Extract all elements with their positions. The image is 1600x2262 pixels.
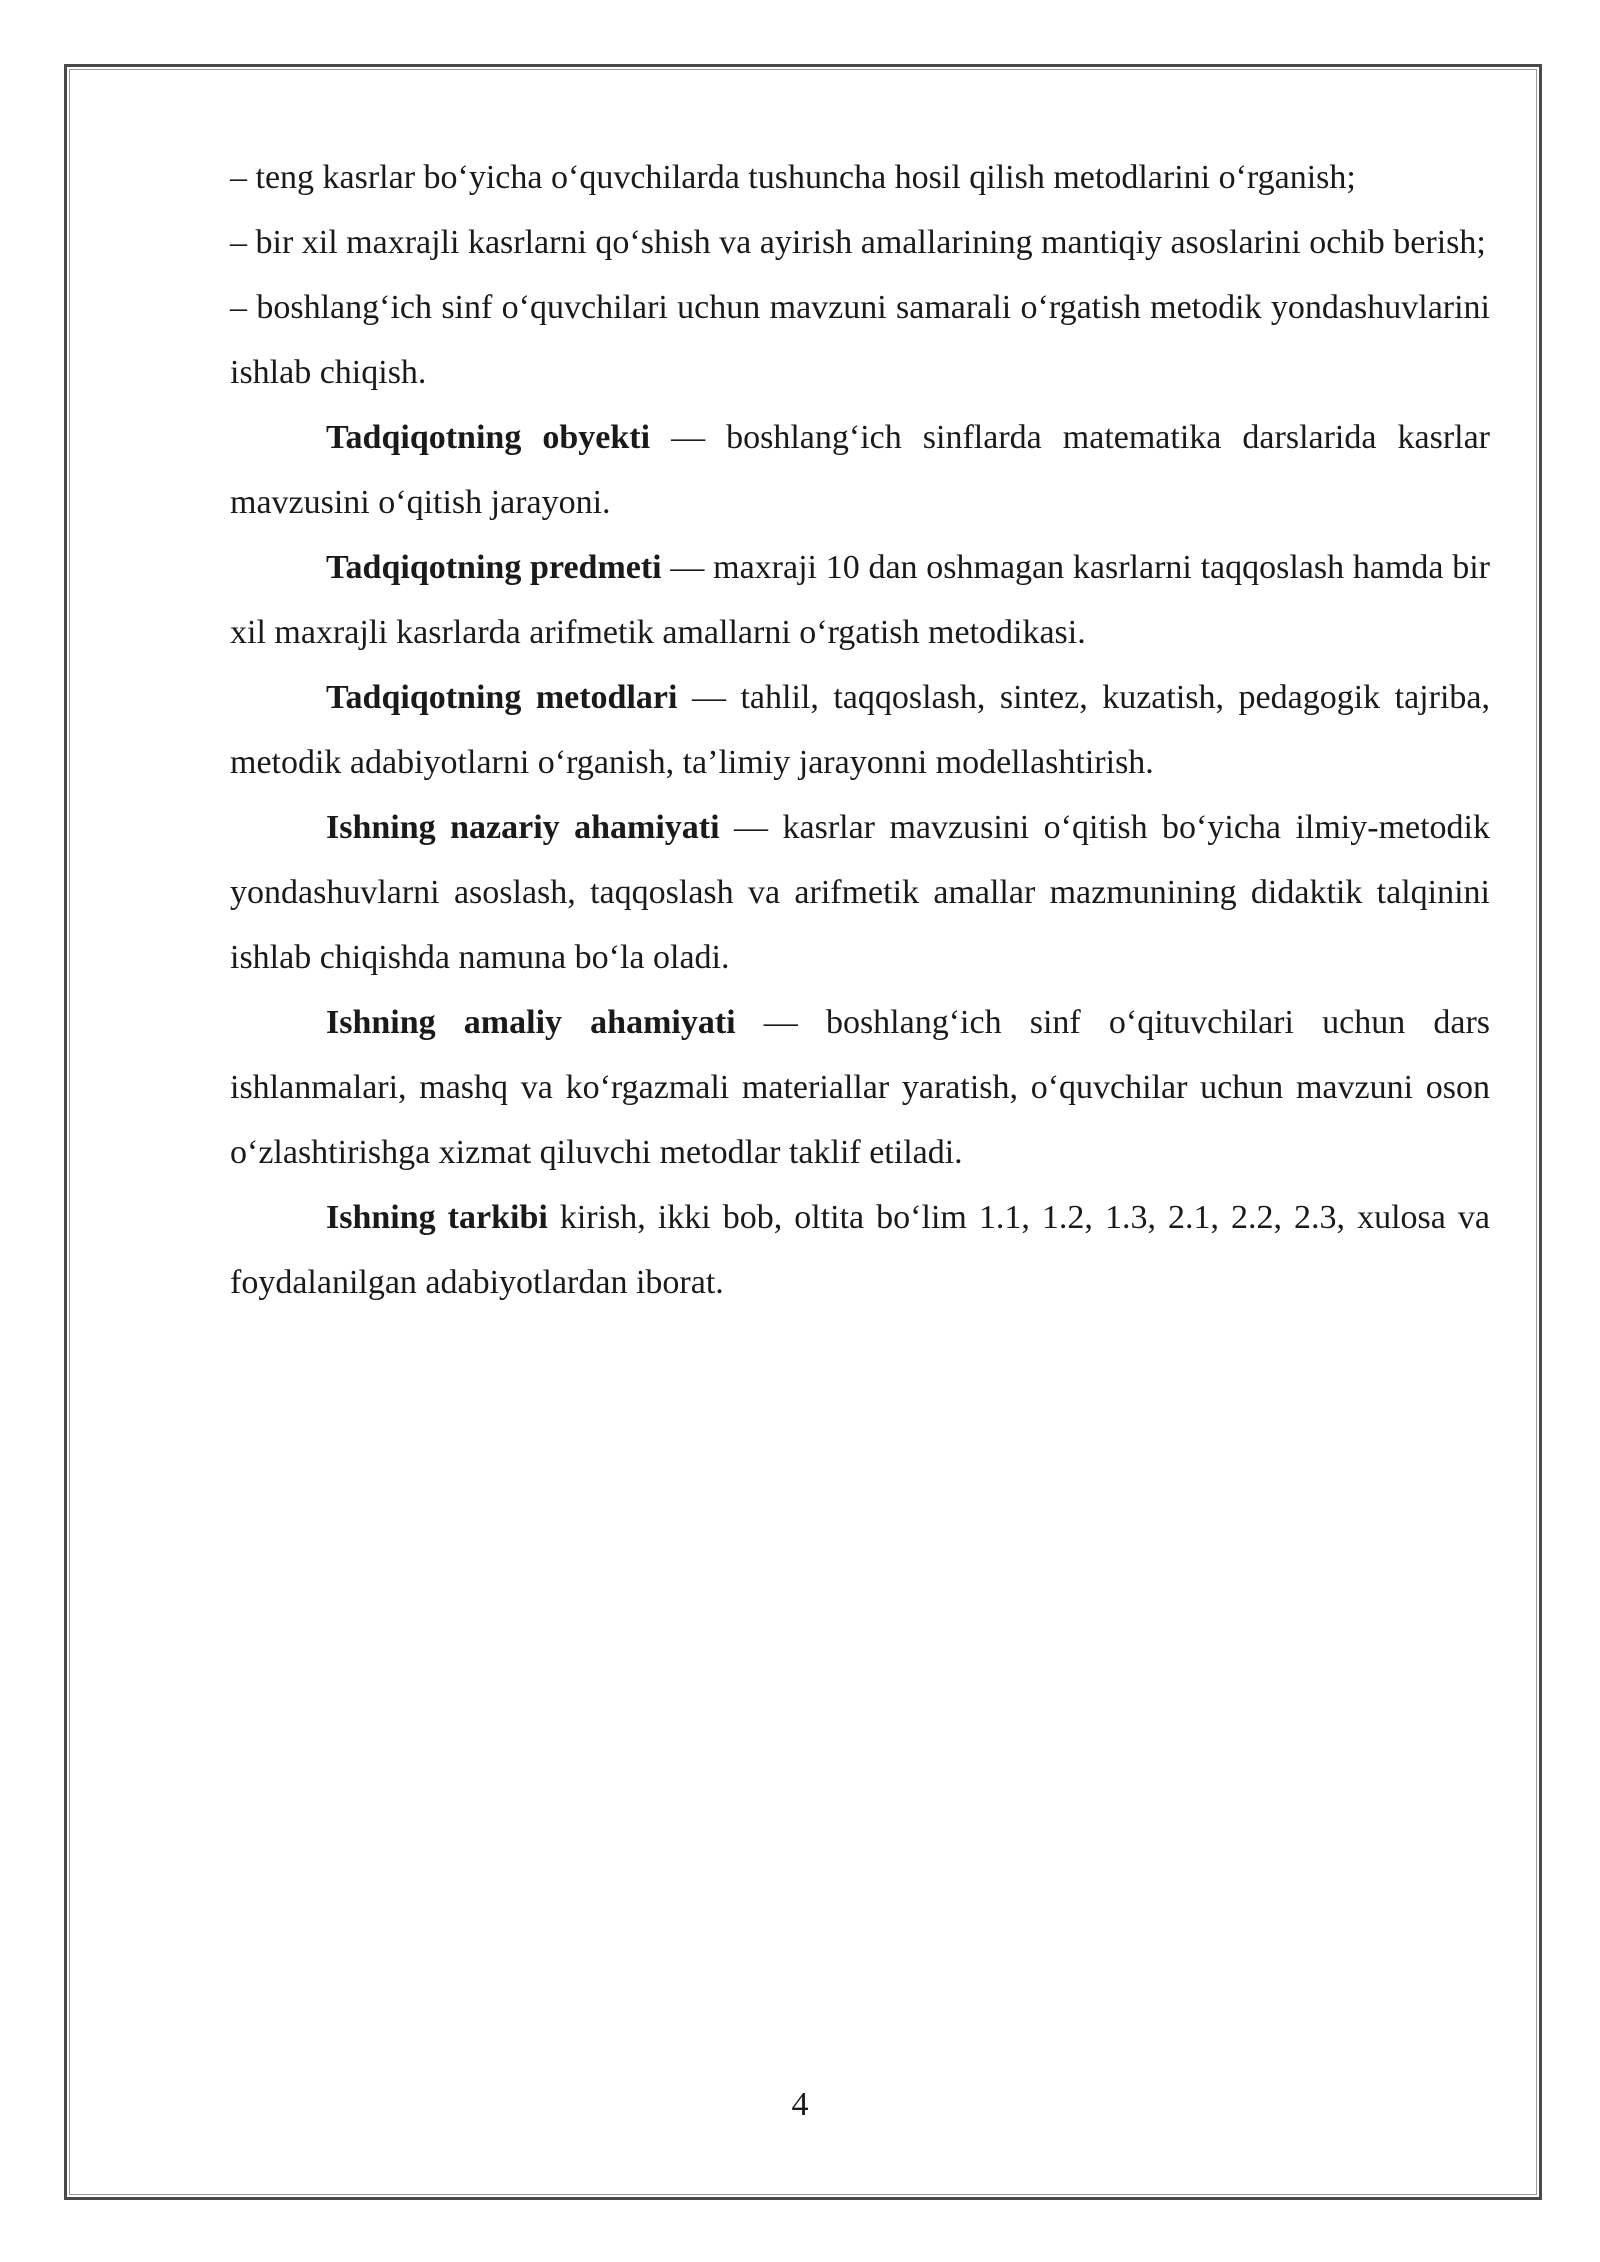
section-term: Ishning amaliy ahamiyati xyxy=(326,1004,736,1041)
section-research-methods xyxy=(230,665,1490,795)
section-term: Ishning tarkibi xyxy=(326,1199,548,1236)
section-text: — kasrlar mavzusini o‘qitish bo‘yicha ilmiy-metodik yondashuvlarni asoslash, taqqoslash va arifmetik amallar mazmunining didaktik talqinini ishlab chiqishda namuna bo‘la oladi. xyxy=(230,809,1490,976)
section-term: Tadqiqotning obyekti xyxy=(326,419,651,456)
section-research-subject xyxy=(230,535,1490,665)
section-term: Tadqiqotning metodlari xyxy=(326,679,678,716)
page-number: 4 xyxy=(791,2086,809,2123)
section-term: Ishning nazariy ahamiyati xyxy=(326,809,720,846)
list-item: – boshlang‘ich sinf o‘quvchilari uchun mavzuni samarali o‘rgatish metodik yondashuvlarini ishlab chiqish. xyxy=(230,289,1490,391)
section-term: Tadqiqotning predmeti xyxy=(326,549,662,586)
section-structure xyxy=(230,1185,1490,1315)
section-text: — tahlil, taqqoslash, sintez, kuzatish, pedagogik tajriba, metodik adabiyotlarni o‘rganish, ta’limiy jarayonni modellashtirish. xyxy=(230,679,1490,781)
section-text: kirish, ikki bob, oltita bo‘lim 1.1, 1.2, 1.3, 2.1, 2.2, 2.3, xulosa va foydalanilgan adabiyotlardan iborat. xyxy=(230,1199,1490,1301)
section-text: — maxraji 10 dan oshmagan kasrlarni taqqoslash hamda bir xil maxrajli kasrlarda arifmetik amallarni o‘rgatish metodikasi. xyxy=(230,549,1490,651)
section-text: — boshlang‘ich sinflarda matematika darslarida kasrlar mavzusini o‘qitish jarayoni. xyxy=(230,419,1491,521)
list-item: – teng kasrlar bo‘yicha o‘quvchilarda tushuncha hosil qilish metodlarini o‘rganish; xyxy=(230,159,1356,196)
section-theoretical-significance xyxy=(230,795,1490,990)
section-research-object xyxy=(230,405,1490,535)
section-practical-significance xyxy=(230,990,1490,1185)
section-text: — boshlang‘ich sinf o‘qituvchilari uchun dars ishlanmalari, mashq va ko‘rgazmali materiallar yaratish, o‘quvchilar uchun mavzuni oson o‘zlashtirishga xizmat qiluvchi metodlar taklif etiladi. xyxy=(230,1004,1490,1171)
list-item: – bir xil maxrajli kasrlarni qo‘shish va ayirish amallarining mantiqiy asoslarini ochib berish; xyxy=(230,224,1486,261)
document-body xyxy=(230,145,1490,1315)
